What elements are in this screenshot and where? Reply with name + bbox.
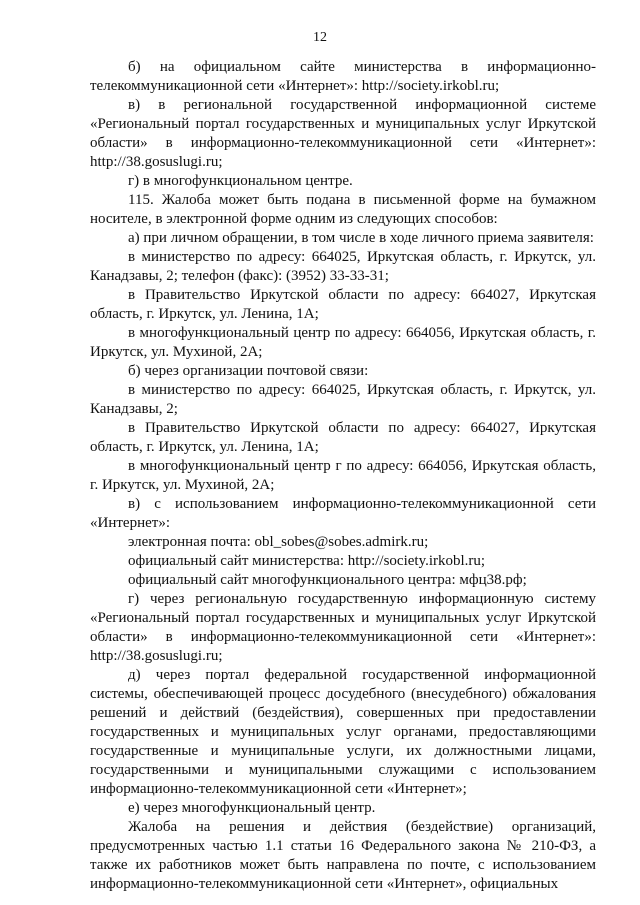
paragraph-g-mfc: г) в многофункциональном центре. bbox=[128, 173, 353, 189]
paragraph-115: 115. Жалоба может быть подана в письменной форме на бумажном носителе, в электронной форме одним из следующих способов: bbox=[90, 192, 596, 227]
paragraph-post-mfc: в многофункциональный центр г по адресу: 664056, Иркутская область, г. Иркутск, ул. Мухиной, 2А; bbox=[90, 458, 596, 493]
paragraph-ministry-site: официальный сайт министерства: http://society.irkobl.ru; bbox=[128, 553, 486, 569]
paragraph-e-mfc: е) через многофункциональный центр. bbox=[128, 800, 376, 816]
paragraph-mfc-address: в многофункциональный центр по адресу: 664056, Иркутская область, г. Иркутск, ул. Мухиной, 2А; bbox=[90, 325, 596, 360]
paragraph-g-regional-system: г) через региональную государственную информационную систему «Региональный портал государственных и муниципальных услуг Иркутской области» в информационно-телекоммуникационной сети «Интернет»: http://38.gosuslugi.ru; bbox=[90, 591, 596, 664]
page-number: 12 bbox=[313, 30, 327, 45]
paragraph-b-site: б) на официальном сайте министерства в информационно-телекоммуникационной сети «Интернет»: http://society.irkobl.ru; bbox=[90, 59, 596, 94]
paragraph-v-internet: в) с использованием информационно-телекоммуникационной сети «Интернет»: bbox=[90, 496, 596, 531]
paragraph-post-government: в Правительство Иркутской области по адресу: 664027, Иркутская область, г. Иркутск, ул. Ленина, 1А; bbox=[90, 420, 596, 455]
paragraph-v-regional-portal: в) в региональной государственной информационной системе «Региональный портал государственных и муниципальных услуг Иркутской области» в информационно-телекоммуникационной сети «Интернет»: http://38.gosuslugi.ru; bbox=[90, 97, 596, 170]
paragraph-ministry-address: в министерство по адресу: 664025, Иркутская область, г. Иркутск, ул. Канадзавы, 2; телефон (факс): (3952) 33-33-31; bbox=[90, 249, 596, 284]
paragraph-email: электронная почта: obl_sobes@sobes.admirk.ru; bbox=[128, 534, 429, 550]
paragraph-complaint-organizations: Жалоба на решения и действия (бездействие) организаций, предусмотренных частью 1.1 статьи 16 Федерального закона № 210-ФЗ, а также их работников может быть направлена по почте, с использованием информационно-телекоммуникационной сети «Интернет», официальных bbox=[90, 819, 596, 892]
paragraph-mfc-site: официальный сайт многофункционального центра: мфц38.рф; bbox=[128, 572, 527, 588]
paragraph-government-address: в Правительство Иркутской области по адресу: 664027, Иркутская область, г. Иркутск, ул. Ленина, 1А; bbox=[90, 287, 596, 322]
paragraph-a-personal: а) при личном обращении, в том числе в ходе личного приема заявителя: bbox=[128, 230, 594, 246]
paragraph-post-ministry: в министерство по адресу: 664025, Иркутская область, г. Иркутск, ул. Канадзавы, 2; bbox=[90, 382, 596, 417]
paragraph-d-federal-portal: д) через портал федеральной государственной информационной системы, обеспечивающей процесс досудебного (внесудебного) обжалования решений и действий (бездействия), совершенных при предоставлении государственных и муниципальных услуг органами, предоставляющими государственные и муниципальные услуги, их должностными лицами, государственными и муниципальными служащими с использованием информационно-телекоммуникационной сети «Интернет»; bbox=[90, 667, 596, 797]
document-body bbox=[90, 58, 596, 894]
paragraph-b-post: б) через организации почтовой связи: bbox=[128, 363, 369, 379]
